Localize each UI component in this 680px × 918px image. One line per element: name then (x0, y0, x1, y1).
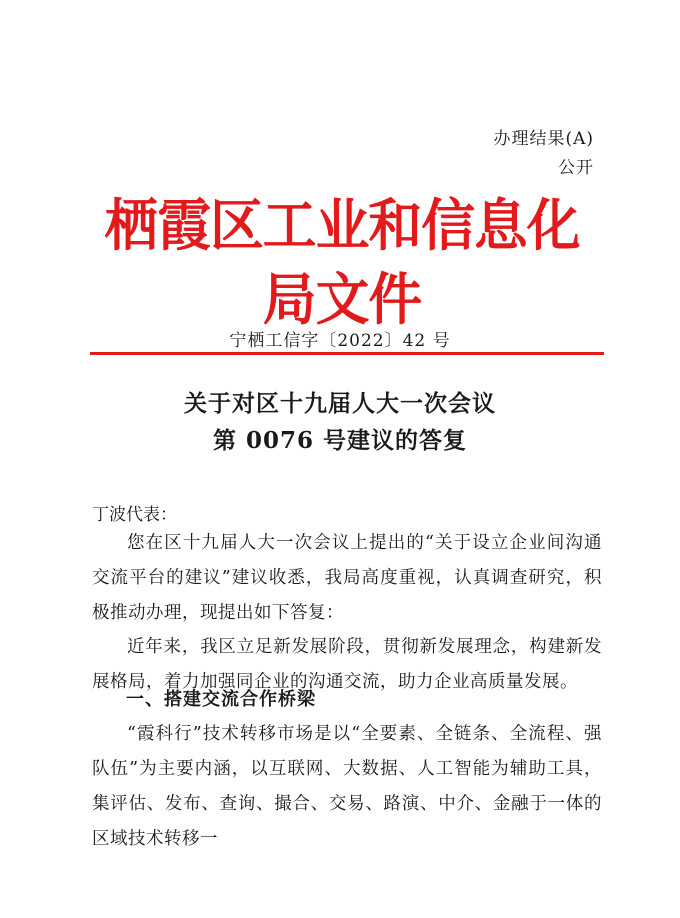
section-heading-1: 一、搭建交流合作桥梁 (126, 689, 316, 710)
disclosure-label: 公开 (558, 158, 594, 178)
header-divider (90, 352, 604, 355)
bureau-document-header: 栖霞区工业和信息化局文件 (104, 194, 580, 333)
paragraph-acknowledgement: 您在区十九届人大一次会议上提出的“关于设立企业间沟通交流平台的建议”建议收悉，我局高度重视，认真调查研究，积极推动办理，现提出如下答复： (92, 533, 602, 623)
paragraph-tech-market: “霞科行”技术转移市场是以“全要素、全链条、全流程、强队伍”为主要内涵，以互联网、大数据、人工智能为辅助工具，集评估、发布、查询、撮合、交易、路演、中介、金融于一体的区域技术转移一 (92, 724, 602, 849)
paragraph-background: 近年来，我区立足新发展阶段，贯彻新发展理念，构建新发展格局，着力加强同企业的沟通交流，助力企业高质量发展。 (92, 637, 602, 692)
document-title-line1: 关于对区十九届人大一次会议 (184, 390, 496, 417)
salutation: 丁波代表： (92, 505, 177, 525)
document-title-line2: 第 0076 号建议的答复 (212, 427, 468, 454)
handling-result-label: 办理结果(A) (493, 129, 594, 149)
document-number: 宁栖工信字〔2022〕42 号 (229, 331, 451, 351)
